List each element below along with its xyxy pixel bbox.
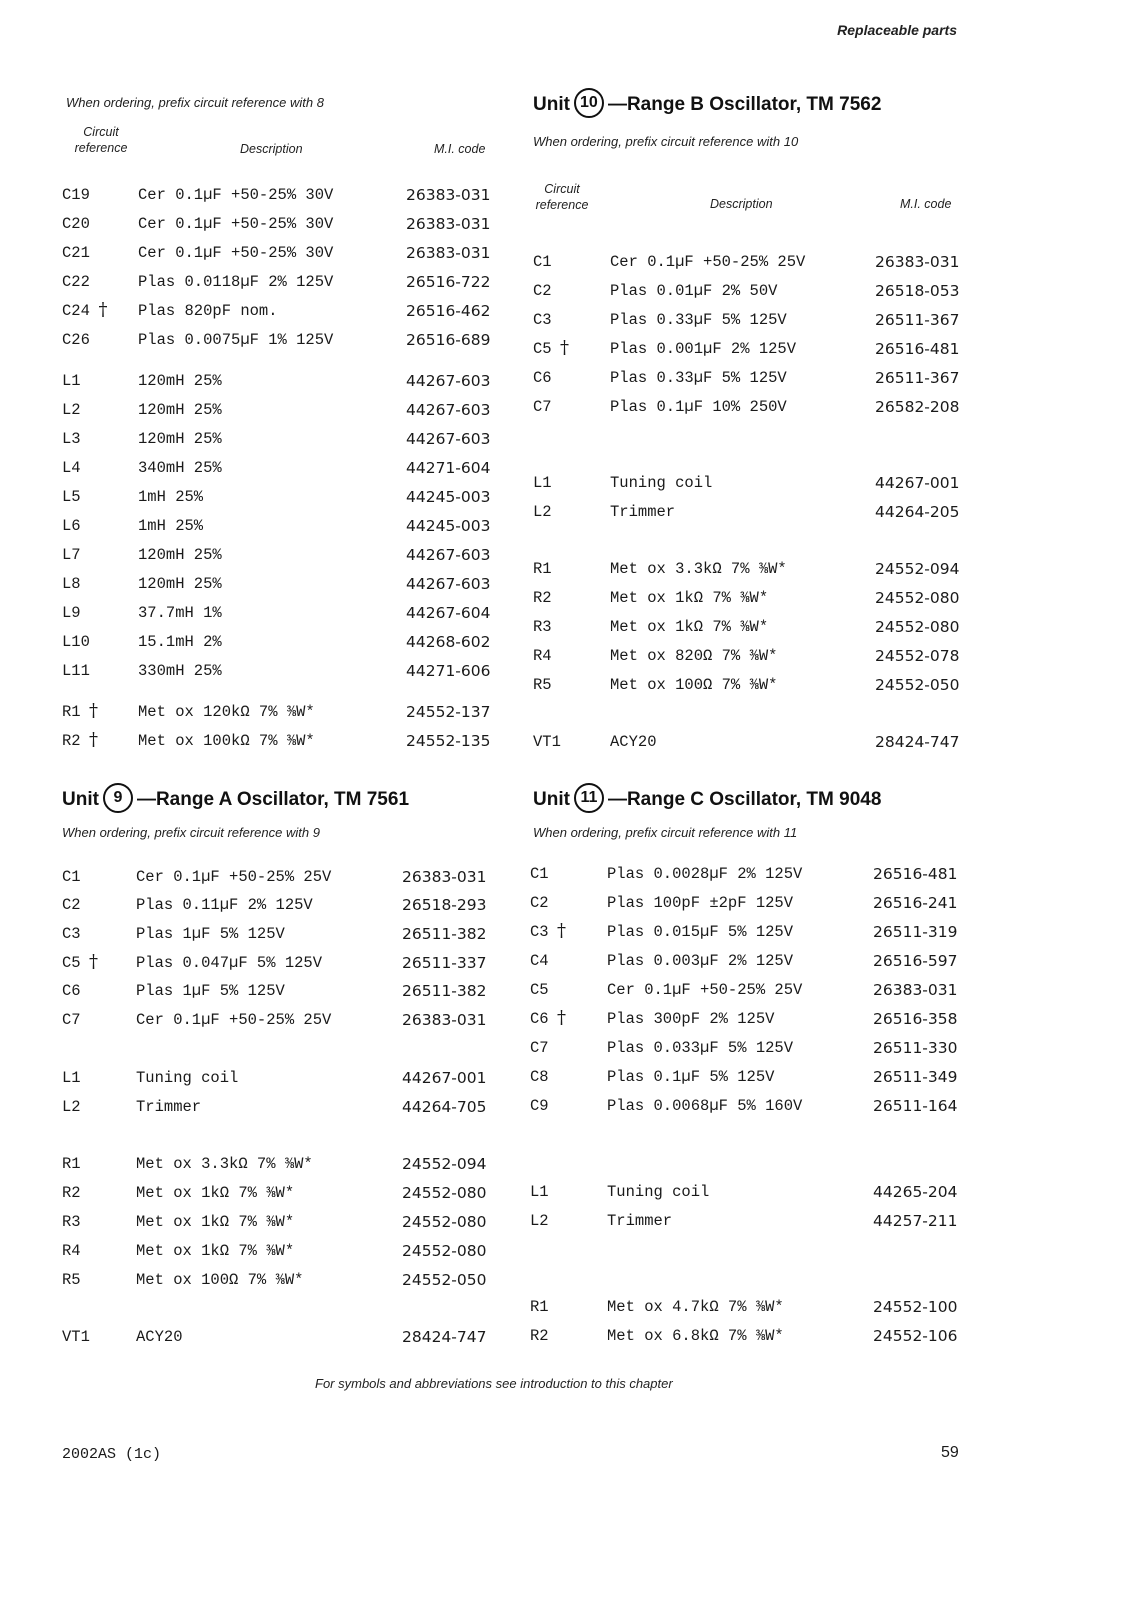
part-description: Plas 1µF 5% 125V (136, 982, 285, 1000)
circuit-reference: L2 (62, 1098, 81, 1116)
unit10-title: —Range B Oscillator, TM 7562 (607, 94, 882, 116)
unit8-code-header: M.I. code (434, 142, 486, 156)
table-row (62, 401, 502, 425)
table-row (62, 575, 502, 599)
circuit-reference: R5 (62, 1271, 81, 1289)
part-description: Plas 0.047µF 5% 125V (136, 954, 323, 972)
part-description: Plas 0.1µF 10% 250V (610, 398, 787, 416)
table-row (533, 311, 973, 335)
circuit-reference: L9 (62, 604, 81, 622)
part-description: Plas 0.003µF 2% 125V (607, 952, 794, 970)
table-row (533, 282, 973, 306)
circuit-reference: L11 (62, 662, 90, 680)
table-row (62, 1011, 502, 1035)
circuit-reference: R2 (62, 1184, 81, 1202)
mi-code: 24552-080 (402, 1184, 487, 1202)
unit11-heading (533, 785, 881, 815)
table-row (533, 589, 973, 613)
unit11-label: Unit (533, 789, 570, 811)
part-description: Tuning coil (136, 1069, 239, 1087)
part-description: Plas 0.033µF 5% 125V (607, 1039, 794, 1057)
mi-code: 26511-330 (873, 1039, 958, 1057)
table-row (62, 215, 502, 239)
circuit-reference: C19 (62, 186, 90, 204)
table-row (533, 474, 973, 498)
circuit-reference: C7 (533, 398, 552, 416)
unit10-note: When ordering, prefix circuit reference with 10 (533, 134, 799, 149)
part-description: 120mH 25% (138, 546, 222, 564)
table-row (62, 459, 502, 483)
circuit-reference: L1 (62, 1069, 81, 1087)
part-description: Met ox 4.7kΩ 7% ⅜W* (607, 1298, 784, 1316)
table-row (62, 273, 502, 297)
circuit-reference: C21 (62, 244, 90, 262)
circuit-reference: C7 (530, 1039, 549, 1057)
mi-code: 26383-031 (406, 215, 491, 233)
circuit-reference: C5 (533, 340, 552, 358)
part-description: Plas 0.015µF 5% 125V (607, 923, 794, 941)
part-description: Met ox 100kΩ 7% ⅜W* (138, 732, 315, 750)
dagger-symbol: † (89, 951, 98, 972)
circuit-reference: C5 (62, 954, 81, 972)
mi-code: 44267-604 (406, 604, 491, 622)
unit10-number-circle: 10 (574, 88, 604, 118)
circuit-reference: L2 (530, 1212, 549, 1230)
table-row (62, 700, 502, 727)
mi-code: 24552-106 (873, 1327, 958, 1345)
mi-code: 24552-050 (402, 1271, 487, 1289)
unit11-note: When ordering, prefix circuit reference with 11 (533, 825, 798, 840)
table-row (530, 981, 970, 1005)
circuit-reference: L4 (62, 459, 81, 477)
mi-code: 24552-100 (873, 1298, 958, 1316)
part-description: 340mH 25% (138, 459, 222, 477)
circuit-reference: L1 (62, 372, 81, 390)
mi-code: 44267-603 (406, 372, 491, 390)
table-row (62, 372, 502, 396)
mi-code: 44267-001 (402, 1069, 487, 1087)
circuit-reference: C4 (530, 952, 549, 970)
table-row (62, 186, 502, 210)
table-row (530, 920, 970, 947)
dagger-symbol: † (560, 337, 569, 358)
mi-code: 24552-080 (875, 589, 960, 607)
part-description: ACY20 (610, 733, 657, 751)
part-description: Cer 0.1µF +50-25% 25V (610, 253, 806, 271)
part-description: Plas 0.0068µF 5% 160V (607, 1097, 803, 1115)
mi-code: 24552-135 (406, 732, 491, 750)
part-description: Cer 0.1µF +50-25% 25V (136, 1011, 332, 1029)
mi-code: 44271-604 (406, 459, 491, 477)
table-row (533, 369, 973, 393)
table-row (533, 618, 973, 642)
table-row (62, 1098, 502, 1122)
part-description: Met ox 1kΩ 7% ⅜W* (136, 1184, 295, 1202)
mi-code: 26518-053 (875, 282, 960, 300)
circuit-reference: C7 (62, 1011, 81, 1029)
part-description: Met ox 1kΩ 7% ⅜W* (610, 618, 769, 636)
part-description: Plas 0.11µF 2% 125V (136, 896, 313, 914)
part-description: 120mH 25% (138, 401, 222, 419)
unit8-ref-header: Circuit reference (74, 125, 128, 155)
part-description: Met ox 3.3kΩ 7% ⅜W* (136, 1155, 313, 1173)
dagger-symbol: † (557, 1007, 566, 1028)
part-description: 37.7mH 1% (138, 604, 222, 622)
mi-code: 44257-211 (873, 1212, 958, 1230)
unit10-desc-header: Description (710, 197, 773, 211)
table-row (533, 560, 973, 584)
circuit-reference: C2 (533, 282, 552, 300)
part-description: Cer 0.1µF +50-25% 30V (138, 186, 334, 204)
part-description: Tuning coil (610, 474, 713, 492)
circuit-reference: L8 (62, 575, 81, 593)
circuit-reference: C1 (530, 865, 549, 883)
table-row (533, 676, 973, 700)
part-description: 330mH 25% (138, 662, 222, 680)
unit9-note: When ordering, prefix circuit reference with 9 (62, 825, 320, 840)
unit9-title: —Range A Oscillator, TM 7561 (136, 789, 410, 811)
unit10-ref-header: Circuit reference (535, 182, 589, 212)
table-row (62, 299, 502, 326)
circuit-reference: R3 (62, 1213, 81, 1231)
circuit-reference: L2 (533, 503, 552, 521)
dagger-symbol: † (89, 729, 98, 750)
table-row (530, 1007, 970, 1034)
part-description: Met ox 120kΩ 7% ⅜W* (138, 703, 315, 721)
table-row (530, 1097, 970, 1121)
circuit-reference: L7 (62, 546, 81, 564)
circuit-reference: C9 (530, 1097, 549, 1115)
part-description: Plas 0.01µF 2% 50V (610, 282, 778, 300)
page-number: 59 (941, 1444, 959, 1461)
unit11-title: —Range C Oscillator, TM 9048 (607, 789, 882, 811)
mi-code: 44267-001 (875, 474, 960, 492)
mi-code: 26511-319 (873, 923, 958, 941)
mi-code: 44267-603 (406, 546, 491, 564)
part-description: Plas 100pF ±2pF 125V (607, 894, 794, 912)
circuit-reference: R2 (62, 732, 81, 750)
table-row (62, 896, 502, 920)
mi-code: 26383-031 (406, 244, 491, 262)
mi-code: 26518-293 (402, 896, 487, 914)
mi-code: 24552-078 (875, 647, 960, 665)
circuit-reference: C2 (62, 896, 81, 914)
part-description: 120mH 25% (138, 372, 222, 390)
dagger-symbol: † (89, 700, 98, 721)
table-row (62, 604, 502, 628)
circuit-reference: C3 (533, 311, 552, 329)
circuit-reference: C8 (530, 1068, 549, 1086)
table-row (62, 517, 502, 541)
part-description: Met ox 100Ω 7% ⅜W* (610, 676, 778, 694)
mi-code: 26511-382 (402, 982, 487, 1000)
mi-code: 24552-080 (402, 1242, 487, 1260)
circuit-reference: R3 (533, 618, 552, 636)
circuit-reference: L6 (62, 517, 81, 535)
mi-code: 24552-094 (402, 1155, 487, 1173)
section-title: Replaceable parts (837, 22, 957, 38)
circuit-reference: C24 (62, 302, 90, 320)
mi-code: 24552-094 (875, 560, 960, 578)
table-row (62, 868, 502, 892)
mi-code: 26516-481 (875, 340, 960, 358)
table-row (530, 1212, 970, 1236)
mi-code: 26383-031 (406, 186, 491, 204)
table-row (530, 1183, 970, 1207)
circuit-reference: R5 (533, 676, 552, 694)
part-description: Plas 0.33µF 5% 125V (610, 311, 787, 329)
part-description: Met ox 100Ω 7% ⅜W* (136, 1271, 304, 1289)
table-row (62, 244, 502, 268)
circuit-reference: C1 (62, 868, 81, 886)
part-description: Met ox 3.3kΩ 7% ⅜W* (610, 560, 787, 578)
circuit-reference: R4 (62, 1242, 81, 1260)
table-row (530, 952, 970, 976)
part-description: Plas 1µF 5% 125V (136, 925, 285, 943)
table-row (62, 925, 502, 949)
part-description: Tuning coil (607, 1183, 710, 1201)
part-description: Plas 0.0075µF 1% 125V (138, 331, 334, 349)
mi-code: 44245-003 (406, 517, 491, 535)
part-description: Cer 0.1µF +50-25% 30V (138, 215, 334, 233)
mi-code: 28424-747 (402, 1328, 487, 1346)
part-description: Plas 0.1µF 5% 125V (607, 1068, 775, 1086)
mi-code: 26516-241 (873, 894, 958, 912)
circuit-reference: L1 (533, 474, 552, 492)
table-row (530, 1039, 970, 1063)
mi-code: 26383-031 (875, 253, 960, 271)
mi-code: 26582-208 (875, 398, 960, 416)
mi-code: 24552-080 (402, 1213, 487, 1231)
table-row (62, 633, 502, 657)
table-row (62, 1155, 502, 1179)
circuit-reference: L2 (62, 401, 81, 419)
mi-code: 44267-603 (406, 575, 491, 593)
part-description: 120mH 25% (138, 575, 222, 593)
mi-code: 24552-137 (406, 703, 491, 721)
circuit-reference: VT1 (533, 733, 561, 751)
document-reference: 2002AS (1c) (62, 1446, 162, 1463)
mi-code: 44264-705 (402, 1098, 487, 1116)
dagger-symbol: † (557, 920, 566, 941)
mi-code: 28424-747 (875, 733, 960, 751)
part-description: Cer 0.1µF +50-25% 25V (607, 981, 803, 999)
circuit-reference: L10 (62, 633, 90, 651)
circuit-reference: C20 (62, 215, 90, 233)
table-row (533, 503, 973, 527)
table-row (533, 337, 973, 364)
table-row (62, 1069, 502, 1093)
unit10-label: Unit (533, 94, 570, 116)
part-description: Trimmer (136, 1098, 202, 1116)
part-description: Met ox 1kΩ 7% ⅜W* (610, 589, 769, 607)
part-description: ACY20 (136, 1328, 183, 1346)
mi-code: 26383-031 (873, 981, 958, 999)
table-row (62, 430, 502, 454)
mi-code: 26383-031 (402, 868, 487, 886)
table-row (62, 1328, 502, 1352)
circuit-reference: R2 (530, 1327, 549, 1345)
part-description: Plas 0.0118µF 2% 125V (138, 273, 334, 291)
part-description: Cer 0.1µF +50-25% 30V (138, 244, 334, 262)
table-row (530, 1068, 970, 1092)
circuit-reference: L3 (62, 430, 81, 448)
part-description: Trimmer (610, 503, 676, 521)
part-description: Plas 820pF nom. (138, 302, 278, 320)
circuit-reference: C1 (533, 253, 552, 271)
table-row (62, 1271, 502, 1295)
unit9-heading (62, 785, 409, 815)
table-row (533, 733, 973, 757)
mi-code: 26516-462 (406, 302, 491, 320)
circuit-reference: C3 (530, 923, 549, 941)
circuit-reference: R1 (62, 1155, 81, 1173)
circuit-reference: L5 (62, 488, 81, 506)
unit10-heading (533, 90, 881, 120)
mi-code: 26516-722 (406, 273, 491, 291)
mi-code: 24552-080 (875, 618, 960, 636)
mi-code: 24552-050 (875, 676, 960, 694)
part-description: 1mH 25% (138, 517, 204, 535)
part-description: Cer 0.1µF +50-25% 25V (136, 868, 332, 886)
mi-code: 26383-031 (402, 1011, 487, 1029)
circuit-reference: C3 (62, 925, 81, 943)
unit11-number-circle: 11 (574, 783, 604, 813)
mi-code: 26516-358 (873, 1010, 958, 1028)
unit10-code-header: M.I. code (900, 197, 952, 211)
part-description: Plas 0.33µF 5% 125V (610, 369, 787, 387)
table-row (62, 951, 502, 978)
mi-code: 44265-204 (873, 1183, 958, 1201)
circuit-reference: C5 (530, 981, 549, 999)
mi-code: 44268-602 (406, 633, 491, 651)
table-row (62, 662, 502, 686)
part-description: Trimmer (607, 1212, 673, 1230)
circuit-reference: C22 (62, 273, 90, 291)
part-description: Plas 300pF 2% 125V (607, 1010, 775, 1028)
circuit-reference: C6 (62, 982, 81, 1000)
table-row (62, 331, 502, 355)
part-description: 1mH 25% (138, 488, 204, 506)
table-row (62, 1213, 502, 1237)
circuit-reference: R1 (62, 703, 81, 721)
table-row (530, 1327, 970, 1351)
table-row (530, 1298, 970, 1322)
mi-code: 26511-337 (402, 954, 487, 972)
mi-code: 44267-603 (406, 401, 491, 419)
circuit-reference: C26 (62, 331, 90, 349)
part-description: Met ox 1kΩ 7% ⅜W* (136, 1213, 295, 1231)
part-description: Met ox 820Ω 7% ⅜W* (610, 647, 778, 665)
part-description: Plas 0.001µF 2% 125V (610, 340, 797, 358)
unit9-label: Unit (62, 789, 99, 811)
table-row (533, 253, 973, 277)
table-row (530, 894, 970, 918)
mi-code: 44267-603 (406, 430, 491, 448)
mi-code: 26516-481 (873, 865, 958, 883)
table-row (62, 488, 502, 512)
circuit-reference: R4 (533, 647, 552, 665)
table-row (533, 647, 973, 671)
mi-code: 44271-606 (406, 662, 491, 680)
table-row (530, 865, 970, 889)
mi-code: 44264-205 (875, 503, 960, 521)
part-description: Met ox 6.8kΩ 7% ⅜W* (607, 1327, 784, 1345)
mi-code: 26511-382 (402, 925, 487, 943)
mi-code: 44245-003 (406, 488, 491, 506)
circuit-reference: R1 (530, 1298, 549, 1316)
table-row (62, 729, 502, 756)
unit8-desc-header: Description (240, 142, 303, 156)
table-row (62, 1242, 502, 1266)
circuit-reference: VT1 (62, 1328, 90, 1346)
table-row (62, 546, 502, 570)
mi-code: 26516-689 (406, 331, 491, 349)
circuit-reference: R2 (533, 589, 552, 607)
part-description: 120mH 25% (138, 430, 222, 448)
table-row (62, 1184, 502, 1208)
mi-code: 26511-164 (873, 1097, 958, 1115)
mi-code: 26511-349 (873, 1068, 958, 1086)
table-row (62, 982, 502, 1006)
mi-code: 26511-367 (875, 369, 960, 387)
part-description: Met ox 1kΩ 7% ⅜W* (136, 1242, 295, 1260)
mi-code: 26511-367 (875, 311, 960, 329)
circuit-reference: L1 (530, 1183, 549, 1201)
mi-code: 26516-597 (873, 952, 958, 970)
part-description: Plas 0.0028µF 2% 125V (607, 865, 803, 883)
circuit-reference: C2 (530, 894, 549, 912)
table-row (533, 398, 973, 422)
footnote: For symbols and abbreviations see introduction to this chapter (315, 1376, 673, 1391)
unit8-note: When ordering, prefix circuit reference with 8 (66, 95, 324, 110)
circuit-reference: R1 (533, 560, 552, 578)
circuit-reference: C6 (530, 1010, 549, 1028)
dagger-symbol: † (98, 299, 108, 320)
circuit-reference: C6 (533, 369, 552, 387)
unit9-number-circle: 9 (103, 783, 133, 813)
part-description: 15.1mH 2% (138, 633, 222, 651)
